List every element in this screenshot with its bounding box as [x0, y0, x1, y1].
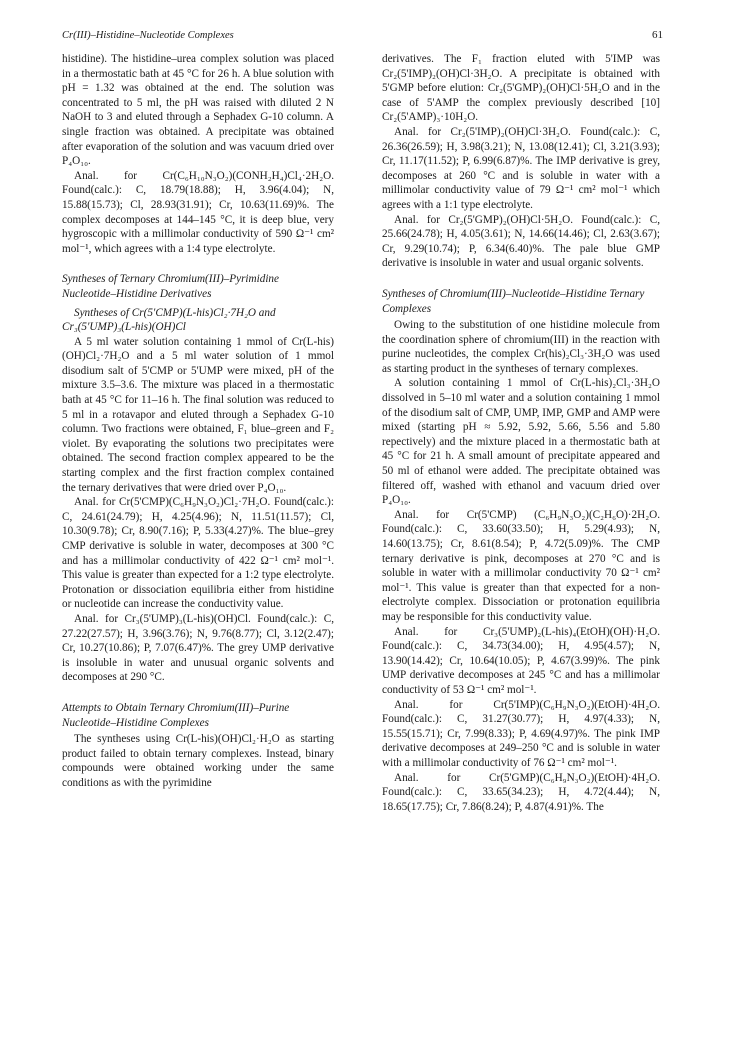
- analysis-paragraph: Anal. for Cr(5'IMP)(C₆H₉N₃O₂)(EtOH)·4H₂O. Found(calc.): C, 31.27(30.77); H, 4.97(4.33); N, 15.55(15.71); Cr, 7.99(8.33); P, 4.69(4.97)%. The pink IMP derivative decomposes at 249–250 °C and is soluble in water with a millimolar conductivity of 76 Ω⁻¹ cm² mol⁻¹.: [382, 698, 660, 769]
- analysis-paragraph: Anal. for Cr₂(5'GMP)₂(OH)Cl·5H₂O. Found(calc.): C, 25.66(24.78); H, 4.05(3.61); N, 14.66(14.46); Cl, 2.63(3.67); Cr, 9.29(10.74); P, 6.34(6.40)%. The pale blue GMP derivative is insoluble in water and usual organic solvents.: [382, 213, 660, 270]
- paragraph: Owing to the substitution of one histidine molecule from the coordination sphere of chromium(III) in the reaction with purine nucleotides, the complex Cr(his)₂Cl₃·3H₂O was used as starting product in the syntheses of ternary complexes.: [382, 319, 660, 375]
- right-column: [382, 52, 660, 814]
- analysis-paragraph: Anal. for Cr(5'CMP)(C₆H₉N₃O₂)Cl₂·7H₂O. Found(calc.): C, 24.61(24.79); H, 4.25(4.96); N, 11.51(11.57); Cl, 10.30(9.78); Cr, 8.90(7.16); P, 5.33(4.27)%. The blue–grey CMP derivative is soluble in water, decomposes at 300 °C and has a millimolar conductivity of 422 Ω⁻¹ cm² mol⁻¹. This value is greater than expected for a 1:2 type electrolyte. Protonation or dissociation equilibria either from histidine or nucleotide can increase the conductivity value.: [62, 496, 334, 611]
- analysis-paragraph: Anal. for Cr(5'CMP) (C₆H₉N₃O₂)(C₂H₆O)·2H₂O. Found(calc.): C, 33.60(33.50); H, 5.29(4.93); N, 14.60(13.75); Cr, 8.61(8.54); P, 4.72(5.09)%. The CMP ternary derivative is pink, decomposes at 270 °C and is soluble in water with a millimolar conductivity 70 Ω⁻¹ cm² mol⁻¹. This value is greater than that expected for a non-electrolyte complex. Dissociation or protonation equilibria may be responsible for this conductivity value.: [382, 508, 660, 623]
- paragraph: The syntheses using Cr(L-his)(OH)Cl₂·H₂O as starting product failed to obtain ternary complexes. Instead, binary compounds were obtained working under the same conditions as with the pyrimidine: [62, 733, 334, 789]
- paragraph: derivatives. The F₁ fraction eluted with 5'IMP was Cr₂(5'IMP)₂(OH)Cl·3H₂O. A precipitate is obtained with 5'GMP before elution: Cr₂(5'GMP)₂(OH)Cl·5H₂O and in the case of 5'AMP the complex previously described [10] Cr₂(5'AMP)₃·10H₂O.: [382, 53, 660, 124]
- analysis-paragraph: Anal. for Cr₃(5'UMP)₃(L-his)(OH)Cl. Found(calc.): C, 27.22(27.57); H, 3.96(3.76); N, 9.76(8.77); Cl, 3.12(2.47); Cr, 10.27(10.86); P, 7.07(6.47)%. The grey UMP derivative is insoluble in water and unusual organic solvents and decomposes at 290 °C.: [62, 612, 334, 684]
- section-heading: Syntheses of Ternary Chromium(III)–Pyrimidine Nucleotide–Histidine Derivatives: [62, 273, 279, 300]
- running-title: Cr(III)–Histidine–Nucleotide Complexes: [62, 30, 234, 41]
- paragraph: A 5 ml water solution containing 1 mmol of Cr(L-his)(OH)Cl₂·7H₂O and a 5 ml water solution of 1 mmol disodium salt of 5'CMP or 5'UMP were mixed, pH of the mixture 3.5–3.6. The mixture was placed in a thermostatic bath at 45 °C for 11–16 h. The final solution was reduced to 5 ml in a rotavapor and eluted through a Sephadex G-10 column. Two fractions were obtained, F₁ blue–green and F₂ violet. By evaporating the solutions two precipitates were obtained. The second fraction complex appeared to be the starting complex and the first fraction complex contained the ternary derivatives that were dried over P₄O₁₀.: [62, 335, 334, 494]
- section-heading: Syntheses of Chromium(III)–Nucleotide–Histidine Ternary Complexes: [382, 287, 645, 315]
- paragraph: A solution containing 1 mmol of Cr(L-his)₂Cl₃·3H₂O dissolved in 5–10 ml water and a solution containing 1 mmol of the disodium salt of CMP, UMP, IMP, GMP and AMP were mixed (starting pH ≈ 5.92, 5.92, 5.66, 5.56 and 5.80 repectively) and the mixture placed in a thermostatic bath at 45 °C for 21 h. A small amount of precipitate appeared and 50 ml of ethanol were added. The precipitate obtained was filtered off, washed with ethanol and vacuum dried over P₄O₁₀.: [382, 377, 660, 507]
- paragraph: histidine). The histidine–urea complex solution was placed in a thermostatic bath at 45 °C for 26 h. A blue solution with pH = 1.32 was obtained at the end. The solution was concentrated to 5 ml, the pH was raised with diluted 2 N NaOH to 3 and eluted through a Sephadex G-10 column. A single fraction was obtained. A precipitate was obtained after evaporation of the solution and was vacuum dried over P₄O₁₀.: [62, 53, 334, 168]
- subsection-heading: Syntheses of Cr(5'CMP)(L-his)Cl₂·7H₂O and Cr₃(5'UMP)₃(L-his)(OH)Cl: [62, 306, 276, 334]
- page-number: 61: [652, 29, 663, 41]
- analysis-paragraph: Anal. for Cr₃(5'UMP)₂(L-his)₄(EtOH)(OH)·H₂O. Found(calc.): C, 34.73(34.00); H, 4.95(4.57); N, 13.90(14.42); Cr, 10.64(10.05); P, 4.67(3.99)%. The pink UMP derivative decomposes at 245 °C and has a millimolar conductivity of 53 Ω⁻¹ cm² mol⁻¹.: [382, 625, 660, 696]
- analysis-paragraph: Anal. for Cr₂(5'IMP)₂(OH)Cl·3H₂O. Found(calc.): C, 26.36(26.59); H, 3.98(3.21); N, 13.08(12.41); Cl, 3.21(3.93); Cr, 11.17(11.52); P, 6.99(6.87)%. The IMP derivative is grey, decomposes at 260 °C and is soluble in water with a millimolar conductivity value of 79 Ω⁻¹ cm² mol⁻¹ which agrees with a 1:1 type electrolyte.: [382, 125, 660, 211]
- left-column: [62, 52, 334, 791]
- analysis-paragraph: Anal. for Cr(5'GMP)(C₆H₉N₃O₂)(EtOH)·4H₂O. Found(calc.): C, 33.65(34.23); H, 4.72(4.44); N, 18.65(17.75); Cr, 7.86(8.24); P, 4.87(4.91)%. The: [382, 771, 660, 813]
- analysis-paragraph: Anal. for Cr(C₆H₁₀N₃O₂)(CONH₂H₄)Cl₄·2H₂O. Found(calc.): C, 18.79(18.88); H, 3.96(4.04); N, 15.88(15.73); Cl, 28.93(31.91); Cr, 10.63(11.69)%. The complex decomposes at 144–145 °C, it is deep blue, very hygroscopic with a millimolar conductivity of 590 Ω⁻¹ cm² mol⁻¹, which agrees with a 1:4 type electrolyte.: [62, 169, 334, 255]
- section-heading: Attempts to Obtain Ternary Chromium(III)–Purine Nucleotide–Histidine Complexes: [62, 701, 290, 729]
